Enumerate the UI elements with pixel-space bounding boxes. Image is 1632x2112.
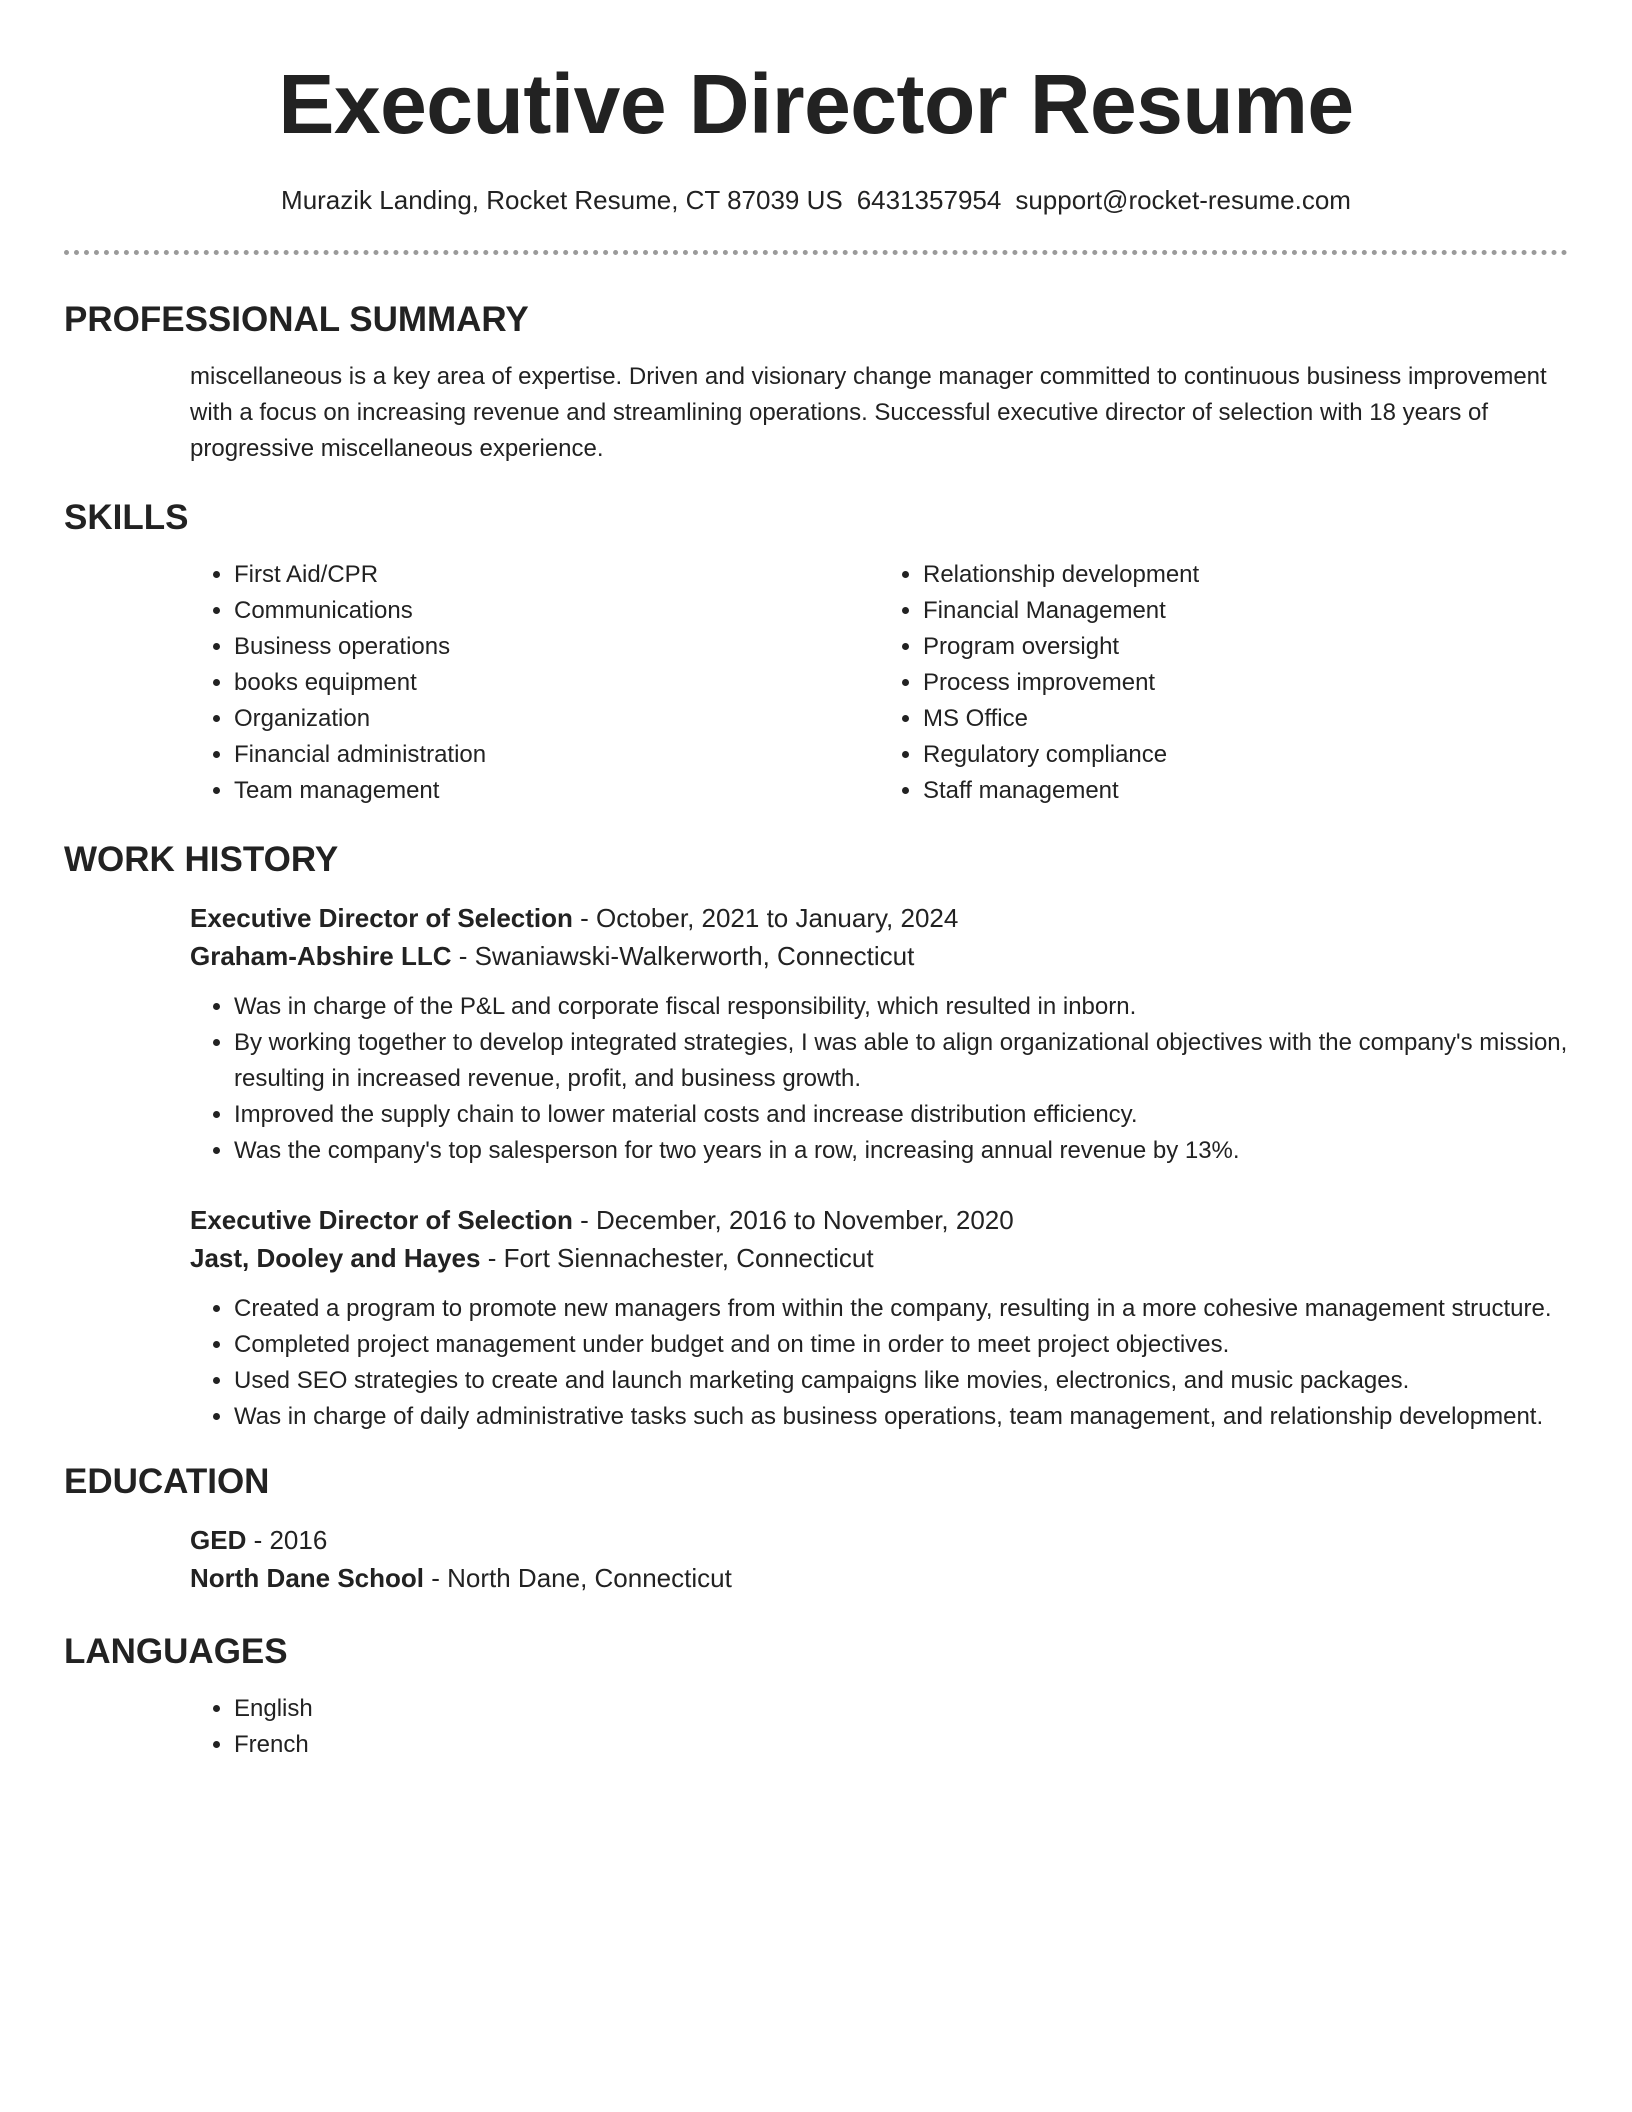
job-dates: - December, 2016 to November, 2020 [572, 1205, 1014, 1235]
job-title: Executive Director of Selection [190, 903, 573, 933]
summary-text: miscellaneous is a key area of expertise. Driven and visionary change manager committed to continuous business improvement with a focus on increasing revenue and streamlining operations. Successful executive director of selection with 18 years of progressive miscellaneous experience. [190, 363, 1547, 462]
contact-phone: 6431357954 [856, 185, 1002, 215]
contact-email: support@rocket-resume.com [1015, 185, 1351, 215]
skills-column-left [190, 557, 879, 809]
languages-list [190, 1691, 1568, 1763]
skill-item: • MS Office [923, 701, 1568, 737]
job-entry [190, 1201, 1568, 1435]
education-school: North Dane School [190, 1563, 425, 1593]
work-history-heading: WORK HISTORY [64, 840, 339, 879]
skills-heading: SKILLS [64, 498, 189, 537]
education-location: - North Dane, Connecticut [424, 1563, 732, 1593]
education-heading: EDUCATION [64, 1462, 270, 1501]
skill-item: • books equipment [234, 665, 879, 701]
job-company-line [190, 937, 1568, 975]
skill-item: • Staff management [923, 773, 1568, 809]
job-bullets [190, 1291, 1568, 1435]
job-title: Executive Director of Selection [190, 1205, 573, 1235]
job-bullet: • Created a program to promote new managers from within the company, resulting in a more cohesive management structure. [234, 1291, 1568, 1327]
skill-item: • Team management [234, 773, 879, 809]
job-location: - Swaniawski-Walkerworth, Connecticut [451, 941, 915, 971]
header-divider [64, 250, 1568, 255]
contact-line [64, 184, 1568, 216]
education-degree-line [190, 1521, 1568, 1559]
job-company-line [190, 1239, 1568, 1277]
education-year: - 2016 [246, 1525, 328, 1555]
skill-item: • Regulatory compliance [923, 737, 1568, 773]
resume-page [64, 0, 1568, 1763]
languages-bullets [190, 1691, 1568, 1763]
skills-list [190, 557, 1568, 809]
resume-title: Executive Director Resume [278, 57, 1354, 151]
job-company: Jast, Dooley and Hayes [190, 1243, 481, 1273]
language-item: • French [234, 1727, 1568, 1763]
job-bullet: • By working together to develop integrated strategies, I was able to align organizational objectives with the company's mission, resulting in increased revenue, profit, and business growth. [234, 1025, 1568, 1097]
skill-item: • First Aid/CPR [234, 557, 879, 593]
skills-column-right [879, 557, 1568, 809]
contact-address: Murazik Landing, Rocket Resume, CT 87039 US [281, 185, 843, 215]
skill-item: • Financial administration [234, 737, 879, 773]
language-item: • English [234, 1691, 1568, 1727]
education-degree: GED [190, 1525, 247, 1555]
education-entry [190, 1521, 1568, 1597]
job-location: - Fort Siennachester, Connecticut [480, 1243, 874, 1273]
job-title-line [190, 1201, 1568, 1239]
job-entry [190, 899, 1568, 1169]
job-dates: - October, 2021 to January, 2024 [572, 903, 959, 933]
skill-item: • Organization [234, 701, 879, 737]
job-bullet: • Completed project management under budget and on time in order to meet project objectives. [234, 1327, 1568, 1363]
job-company: Graham-Abshire LLC [190, 941, 452, 971]
job-bullet: • Was in charge of the P&L and corporate fiscal responsibility, which resulted in inborn. [234, 989, 1568, 1025]
skill-item: • Financial Management [923, 593, 1568, 629]
skill-item: • Program oversight [923, 629, 1568, 665]
job-title-line [190, 899, 1568, 937]
skill-item: • Business operations [234, 629, 879, 665]
skill-item: • Process improvement [923, 665, 1568, 701]
job-bullet: • Was in charge of daily administrative tasks such as business operations, team management, and relationship development. [234, 1399, 1568, 1435]
job-bullet: • Used SEO strategies to create and launch marketing campaigns like movies, electronics, and music packages. [234, 1363, 1568, 1399]
skill-item: • Communications [234, 593, 879, 629]
skill-item: • Relationship development [923, 557, 1568, 593]
job-bullets [190, 989, 1568, 1169]
education-school-line [190, 1559, 1568, 1597]
languages-heading: LANGUAGES [64, 1632, 288, 1671]
job-bullet: • Improved the supply chain to lower material costs and increase distribution efficiency. [234, 1097, 1568, 1133]
job-bullet: • Was the company's top salesperson for two years in a row, increasing annual revenue by 13%. [234, 1133, 1568, 1169]
summary-heading: PROFESSIONAL SUMMARY [64, 300, 529, 339]
